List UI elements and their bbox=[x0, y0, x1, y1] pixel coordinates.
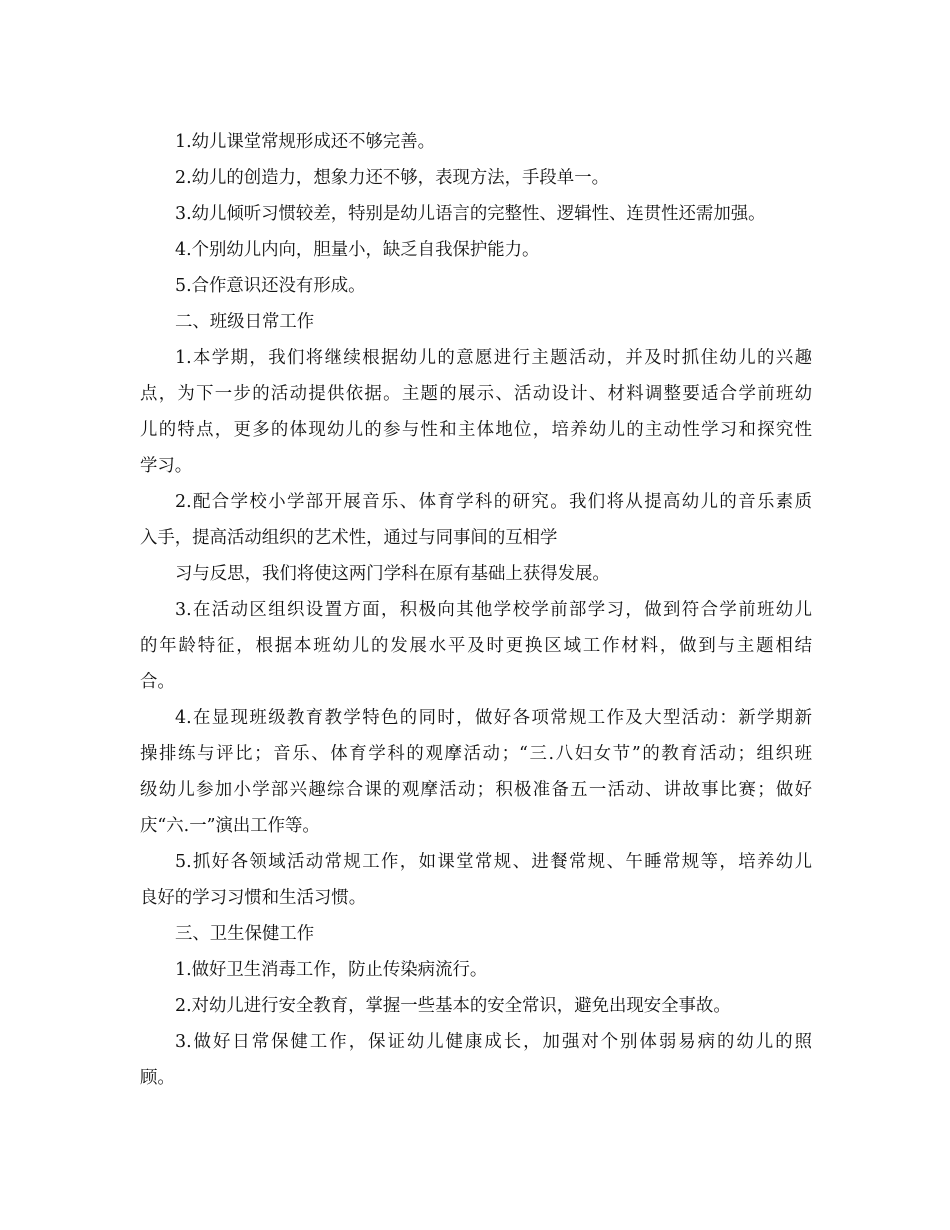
paragraph-line: 4.在显现班级教育教学特色的同时，做好各项常规工作及大型活动：新学期新 bbox=[175, 708, 812, 728]
paragraph-line: 点，为下一步的活动提供依据。主题的展示、活动设计、材料调整要适合学前班幼 bbox=[140, 384, 812, 404]
paragraph-line: 的年龄特征，根据本班幼儿的发展水平及时更换区域工作材料，做到与主题相结 bbox=[140, 636, 812, 656]
list-item: 5.合作意识还没有形成。 bbox=[175, 276, 366, 296]
paragraph-line: 庆“六.一”演出工作等。 bbox=[140, 816, 320, 836]
list-item: 3.做好日常保健工作，保证幼儿健康成长，加强对个别体弱易病的幼儿的照 bbox=[175, 1032, 812, 1052]
list-item: 1.做好卫生消毒工作，防止传染病流行。 bbox=[175, 960, 488, 980]
list-item: 4.个别幼儿内向，胆量小，缺乏自我保护能力。 bbox=[175, 240, 540, 260]
paragraph-line: 入手，提高活动组织的艺术性，通过与同事间的互相学 bbox=[140, 528, 558, 548]
list-item: 顾。 bbox=[140, 1068, 175, 1088]
paragraph-line: 操排练与评比；音乐、体育学科的观摩活动；“三.八妇女节”的教育活动；组织班 bbox=[140, 744, 812, 764]
document-body bbox=[140, 124, 812, 1096]
paragraph-line: 级幼儿参加小学部兴趣综合课的观摩活动；积极准备五一活动、讲故事比赛；做好 bbox=[140, 780, 812, 800]
section-heading: 二、班级日常工作 bbox=[175, 312, 315, 332]
section-heading: 三、卫生保健工作 bbox=[175, 924, 315, 944]
list-item: 2.对幼儿进行安全教育，掌握一些基本的安全常识，避免出现安全事故。 bbox=[175, 996, 731, 1016]
paragraph-line: 2.配合学校小学部开展音乐、体育学科的研究。我们将从提高幼儿的音乐素质 bbox=[175, 492, 812, 512]
paragraph-line: 3.在活动区组织设置方面，积极向其他学校学前部学习，做到符合学前班幼儿 bbox=[175, 600, 812, 620]
paragraph-line: 5.抓好各领域活动常规工作，如课堂常规、进餐常规、午睡常规等，培养幼儿 bbox=[175, 852, 812, 872]
list-item: 3.幼儿倾听习惯较差，特别是幼儿语言的完整性、逻辑性、连贯性还需加强。 bbox=[175, 204, 766, 224]
paragraph-line: 儿的特点，更多的体现幼儿的参与性和主体地位，培养幼儿的主动性学习和探究性 bbox=[140, 420, 812, 440]
paragraph-line: 1.本学期，我们将继续根据幼儿的意愿进行主题活动，并及时抓住幼儿的兴趣 bbox=[175, 348, 812, 368]
paragraph-line: 合。 bbox=[140, 672, 175, 692]
list-item: 1.幼儿课堂常规形成还不够完善。 bbox=[175, 132, 436, 152]
list-item: 2.幼儿的创造力，想象力还不够，表现方法，手段单一。 bbox=[175, 168, 609, 188]
paragraph-line: 学习。 bbox=[140, 456, 193, 476]
paragraph-line: 习与反思，我们将使这两门学科在原有基础上获得发展。 bbox=[175, 564, 610, 584]
paragraph-line: 良好的学习习惯和生活习惯。 bbox=[140, 888, 367, 908]
